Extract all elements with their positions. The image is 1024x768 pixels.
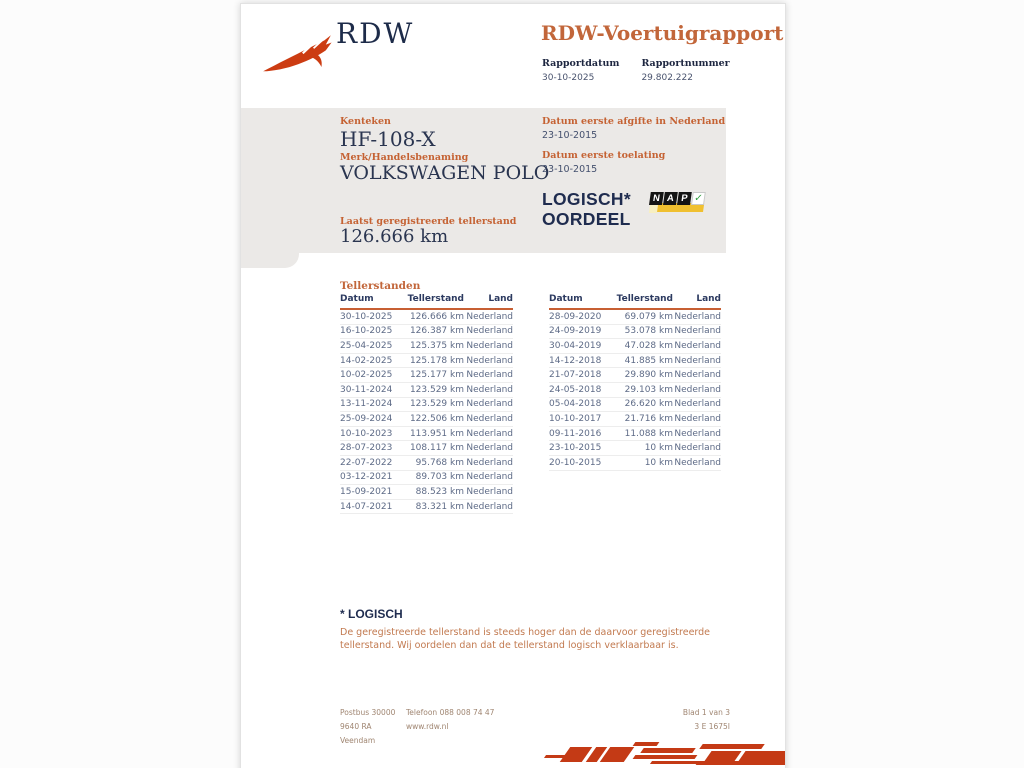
table-cell: Nederland (466, 355, 513, 366)
table-row (549, 383, 721, 398)
table-cell: 09-11-2016 (549, 428, 602, 439)
stripe (696, 761, 786, 765)
table-cell: 10-02-2025 (340, 370, 393, 381)
table-cell: 30-04-2019 (549, 340, 602, 351)
table-cell: 108.117 km (409, 443, 464, 454)
table-row (340, 456, 513, 471)
table-cell: 14-07-2021 (340, 501, 393, 512)
table-cell: Nederland (466, 384, 513, 395)
table-row (340, 427, 513, 442)
table-cell: Nederland (466, 370, 513, 381)
table-cell: 29.890 km (624, 370, 673, 381)
report-number-value: 29.802.222 (641, 73, 693, 83)
kenteken-label: Kenteken (340, 116, 391, 127)
table-cell: 126.387 km (409, 326, 464, 337)
table-cell: 10 km (644, 443, 673, 454)
rdw-wing-logo-icon (261, 30, 333, 78)
oordeel-text (542, 189, 631, 229)
table-cell: 41.885 km (624, 355, 673, 366)
table-cell: 28-09-2020 (549, 311, 602, 322)
table-cell: 88.523 km (415, 486, 464, 497)
table-row (549, 325, 721, 340)
col-header-land: Land (488, 294, 513, 304)
table-cell: 03-12-2021 (340, 472, 393, 483)
table-cell: 24-09-2019 (549, 326, 602, 337)
table-cell: Nederland (466, 399, 513, 410)
table-cell: Nederland (466, 428, 513, 439)
report-date-label: Rapportdatum (542, 58, 620, 69)
report-page (240, 3, 786, 768)
report-date-block (542, 58, 619, 83)
footer-website: www.rdw.nl (406, 722, 449, 731)
table-cell: Nederland (674, 457, 721, 468)
footer-page-indicator: Blad 1 van 3 (682, 708, 730, 717)
table-cell: 125.178 km (409, 355, 464, 366)
table-cell: 10-10-2017 (549, 413, 602, 424)
tellerstanden-heading: Tellerstanden (340, 280, 421, 292)
tellerstanden-table-left (340, 294, 513, 514)
table-body-left (340, 310, 513, 514)
table-cell: 10 km (644, 457, 673, 468)
table-header (340, 294, 513, 310)
footer-contact (406, 706, 494, 748)
vehicle-info-box-notch (241, 253, 299, 268)
merk-label: Merk/Handelsbenaming (340, 152, 469, 163)
table-row (340, 339, 513, 354)
table-cell: 11.088 km (624, 428, 673, 439)
table-row (340, 441, 513, 456)
footer-postbus: Postbus 30000 (340, 708, 396, 717)
table-cell: 15-09-2021 (340, 486, 393, 497)
nap-letter-n: N (649, 192, 664, 205)
table-cell: Nederland (674, 399, 721, 410)
table-row (549, 310, 721, 325)
report-number-block (641, 58, 729, 83)
tellerstand-value: 126.666 km (340, 226, 449, 247)
footnote-title: * LOGISCH (340, 607, 403, 621)
table-cell: 23-10-2015 (549, 443, 602, 454)
table-cell: 14-12-2018 (549, 355, 602, 366)
stripe (633, 755, 698, 759)
rdw-stripes-graphic-icon (539, 740, 785, 767)
nap-checkmark-icon: ✓ (691, 192, 706, 205)
toelating-label: Datum eerste toelating (542, 150, 666, 161)
table-cell: Nederland (466, 501, 513, 512)
footnote (340, 607, 734, 653)
footer-doc-code: 3 E 1675I (694, 722, 730, 731)
table-cell: 125.375 km (409, 340, 464, 351)
col-header-tellerstand: Tellerstand (407, 294, 464, 304)
table-cell: Nederland (674, 355, 721, 366)
footnote-body: De geregistreerde tellerstand is steeds hoger dan de daarvoor geregistreerde tellerstand. Wij oordelen dan dat de tellerstand logisch verklaarbaar is. (340, 627, 711, 652)
nap-letter-p: P (677, 192, 692, 205)
table-row (340, 485, 513, 500)
table-cell: 53.078 km (624, 326, 673, 337)
table-cell: 20-10-2015 (549, 457, 602, 468)
table-cell: 29.103 km (624, 384, 673, 395)
table-row (340, 354, 513, 369)
table-cell: 28-07-2023 (340, 443, 393, 454)
col-header-land: Land (696, 294, 721, 304)
stripe (640, 748, 696, 753)
table-cell: Nederland (674, 384, 721, 395)
table-cell: Nederland (674, 326, 721, 337)
document-title: RDW-Voertuigrapport (541, 21, 784, 45)
table-cell: 22-07-2022 (340, 457, 393, 468)
footer-address (340, 706, 406, 748)
table-cell: 24-05-2018 (549, 384, 602, 395)
table-row (340, 412, 513, 427)
table-cell: 95.768 km (415, 457, 464, 468)
table-cell: 25-09-2024 (340, 413, 393, 424)
table-row (340, 471, 513, 486)
table-cell: 10-10-2023 (340, 428, 393, 439)
table-cell: 13-11-2024 (340, 399, 393, 410)
table-row (549, 339, 721, 354)
table-cell: Nederland (466, 326, 513, 337)
table-row (549, 368, 721, 383)
table-cell: 122.506 km (409, 413, 464, 424)
report-date-value: 30-10-2025 (542, 73, 595, 83)
table-cell: Nederland (466, 443, 513, 454)
table-cell: Nederland (466, 413, 513, 424)
report-number-label: Rapportnummer (641, 58, 730, 69)
table-row (549, 441, 721, 456)
brand-wordmark: RDW (336, 17, 415, 50)
table-cell: Nederland (466, 486, 513, 497)
table-cell: Nederland (466, 311, 513, 322)
table-cell: 123.529 km (409, 399, 464, 410)
table-cell: 123.529 km (409, 384, 464, 395)
table-cell: Nederland (466, 457, 513, 468)
table-cell: 69.079 km (624, 311, 673, 322)
table-row (340, 383, 513, 398)
afgifte-date: 23-10-2015 (542, 130, 598, 141)
footer-city: 9640 RA Veendam (340, 722, 376, 745)
nap-letter-a: A (663, 192, 678, 205)
table-header (549, 294, 721, 310)
table-cell: Nederland (674, 370, 721, 381)
tellerstanden-table-right (549, 294, 721, 514)
table-row (549, 398, 721, 413)
tellerstanden-tables (340, 294, 721, 514)
table-cell: 05-04-2018 (549, 399, 602, 410)
table-row (549, 456, 721, 471)
table-row (549, 412, 721, 427)
table-cell: Nederland (674, 413, 721, 424)
table-cell: 113.951 km (409, 428, 464, 439)
table-cell: 83.321 km (415, 501, 464, 512)
oordeel-line2: OORDEEL (542, 209, 631, 230)
afgifte-label: Datum eerste afgifte in Nederland (542, 116, 726, 127)
table-row (549, 427, 721, 442)
table-cell: Nederland (466, 340, 513, 351)
table-cell: 30-10-2025 (340, 311, 393, 322)
table-row (340, 500, 513, 515)
footer-phone: Telefoon 088 008 74 47 (406, 708, 495, 717)
table-cell: 47.028 km (624, 340, 673, 351)
table-cell: 21.716 km (624, 413, 673, 424)
table-cell: 126.666 km (409, 311, 464, 322)
col-header-tellerstand: Tellerstand (616, 294, 673, 304)
table-cell: 125.177 km (409, 370, 464, 381)
table-cell: 16-10-2025 (340, 326, 393, 337)
stripe (633, 742, 660, 746)
table-cell: 21-07-2018 (549, 370, 602, 381)
table-cell: 30-11-2024 (340, 384, 393, 395)
col-header-datum: Datum (549, 294, 583, 304)
table-row (549, 354, 721, 369)
table-cell: 26.620 km (624, 399, 673, 410)
report-meta (542, 58, 730, 83)
stripe (699, 744, 765, 749)
table-cell: Nederland (674, 340, 721, 351)
table-cell: 25-04-2025 (340, 340, 393, 351)
table-cell: 89.703 km (415, 472, 464, 483)
tellerstand-label: Laatst geregistreerde tellerstand (340, 216, 517, 227)
table-row (340, 368, 513, 383)
table-row (340, 398, 513, 413)
kenteken-value: HF-108-X (340, 127, 436, 151)
table-row (340, 325, 513, 340)
oordeel-line1: LOGISCH* (542, 189, 631, 209)
merk-value: VOLKSWAGEN POLO (340, 162, 550, 184)
table-cell: Nederland (674, 428, 721, 439)
nap-logo (647, 190, 711, 220)
table-row (340, 310, 513, 325)
toelating-date: 23-10-2015 (542, 164, 598, 175)
table-cell: Nederland (466, 472, 513, 483)
table-cell: Nederland (674, 443, 721, 454)
table-body-right (549, 310, 721, 471)
table-cell: 14-02-2025 (340, 355, 393, 366)
table-cell: Nederland (674, 311, 721, 322)
col-header-datum: Datum (340, 294, 374, 304)
